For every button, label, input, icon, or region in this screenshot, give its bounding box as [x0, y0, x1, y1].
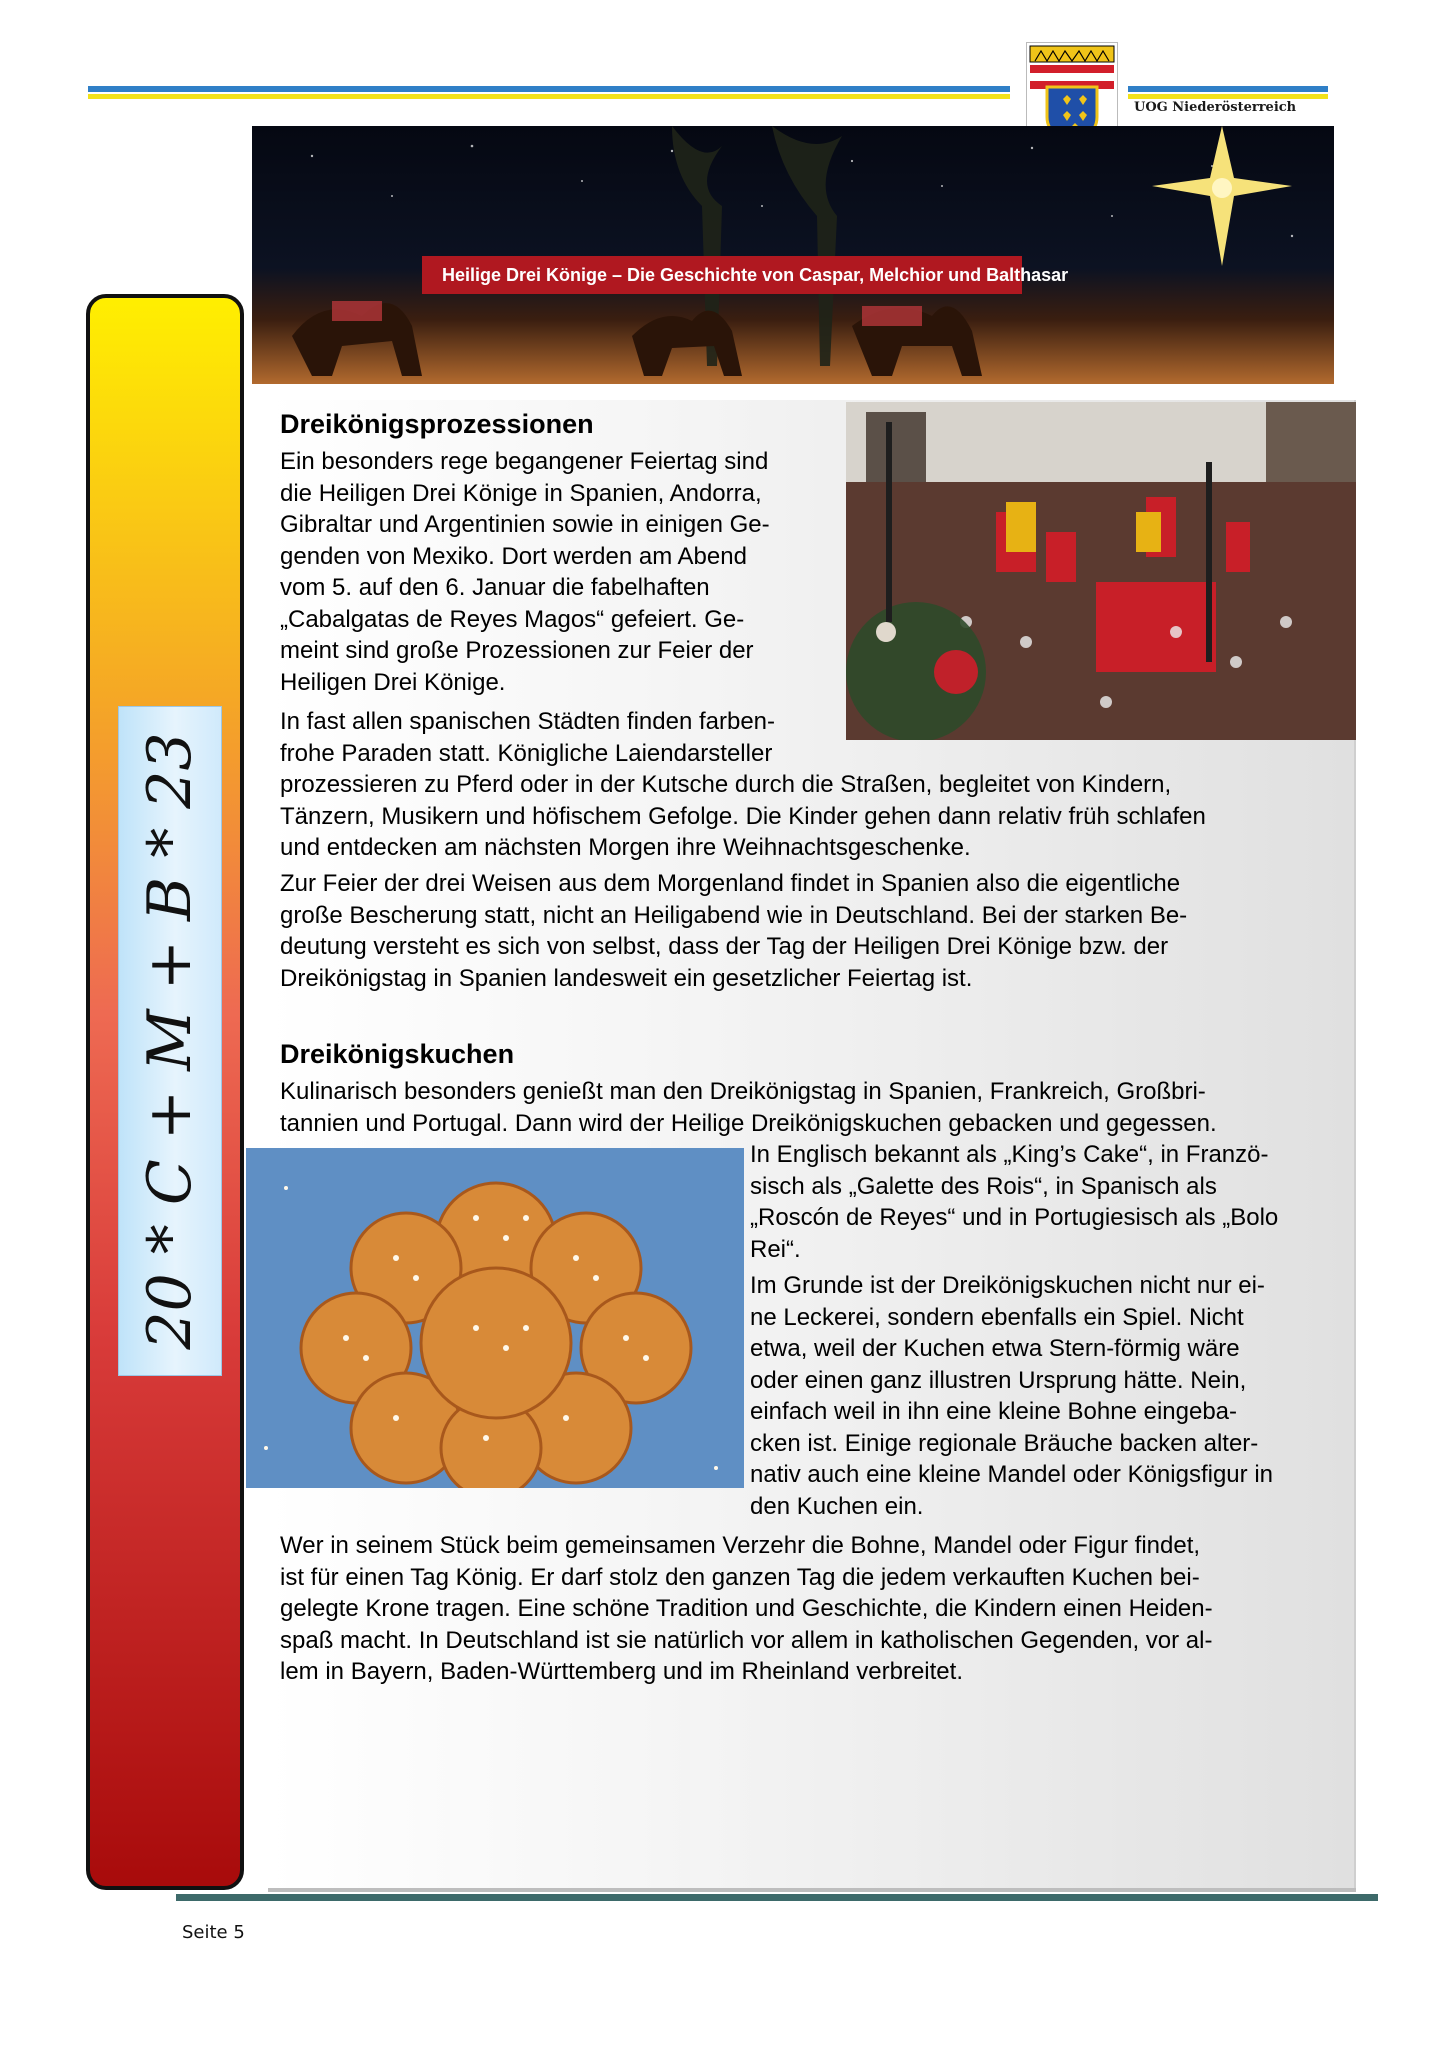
page-number: Seite 5 [182, 1922, 245, 1943]
heading-kings-cake: Dreikönigskuchen [280, 1039, 515, 1069]
kings-cake-photo [246, 1148, 744, 1488]
processions-paragraph-3 [280, 868, 1350, 994]
heading-processions: Dreikönigsprozessionen [280, 409, 594, 439]
text-line: prozessieren zu Pferd oder in der Kutsche durch die Straßen, begleitet von Kindern, [280, 771, 1172, 798]
text-line: sisch als „Galette des Rois“, in Spanisch als [750, 1172, 1217, 1200]
header-rule-yellow [88, 94, 1010, 99]
text-line: Tänzern, Musikern und höfischem Gefolge. Die Kinder gehen dann relativ früh schlafen [280, 802, 1206, 830]
text-line: Rei“. [750, 1235, 801, 1263]
text-line: Gibraltar und Argentinien sowie in einigen Ge- [280, 511, 770, 538]
text-line: den Kuchen ein. [750, 1492, 924, 1520]
text-line: Zur Feier der drei Weisen aus dem Morgenland findet in Spanien also die eigentliche [280, 870, 1181, 897]
content-bottom-shadow [268, 1888, 1356, 1892]
text-line: einfach weil in ihn eine kleine Bohne eingeba- [750, 1398, 1238, 1425]
text-line: „Cabalgatas de Reyes Magos“ gefeiert. Ge- [280, 605, 745, 633]
footer-rule [176, 1894, 1378, 1901]
text-line: große Bescherung statt, nicht an Heiligabend wie in Deutschland. Bei der starken Be- [280, 901, 1188, 929]
text-line: nativ auch eine kleine Mandel oder Königsfigur in [750, 1461, 1273, 1488]
text-line: gelegte Krone tragen. Eine schöne Tradition und Geschichte, die Kindern einen Heiden- [280, 1595, 1213, 1622]
text-line: Dreikönigstag in Spanien landesweit ein gesetzlicher Feiertag ist. [280, 964, 973, 992]
text-line: deutung versteht es sich von selbst, dass der Tag der Heiligen Drei Könige bzw. der [280, 933, 1169, 960]
text-line: „Roscón de Reyes“ und in Portugiesisch als „Bolo [750, 1204, 1279, 1231]
text-line: In fast allen spanischen Städten finden farben- [280, 708, 775, 735]
text-line: frohe Paraden statt. Königliche Laiendarsteller [280, 739, 773, 767]
text-line: etwa, weil der Kuchen etwa Stern-förmig wäre [750, 1335, 1240, 1362]
header-banner [252, 126, 1334, 384]
text-line: lem in Bayern, Baden-Württemberg und im Rheinland verbreitet. [280, 1658, 963, 1685]
text-line: spaß macht. In Deutschland ist sie natürlich vor allem in katholischen Gegenden, vor al- [280, 1626, 1213, 1654]
processions-paragraph-2 [280, 706, 1350, 864]
header-rule-blue [88, 86, 1010, 92]
header-rule-blue-right [1128, 86, 1328, 92]
header-rule-yellow-right [1128, 94, 1328, 99]
organization-name: UOG Niederösterreich [1134, 100, 1297, 115]
text-line: oder einen ganz illustren Ursprung hätte. Nein, [750, 1366, 1247, 1394]
text-line: Kulinarisch besonders genießt man den Dreikönigstag in Spanien, Frankreich, Großbri- [280, 1078, 1206, 1105]
text-line: tannien und Portugal. Dann wird der Heilige Dreikönigskuchen gebacken und gegessen. [280, 1109, 1217, 1137]
kings-cake-paragraph-4 [280, 1530, 1350, 1688]
sidebar-blessing-panel [118, 706, 222, 1376]
text-line: und entdecken am nächsten Morgen ihre Weihnachtsgeschenke. [280, 834, 971, 861]
text-line: die Heiligen Drei Könige in Spanien, Andorra, [280, 479, 762, 507]
text-line: In Englisch bekannt als „King’s Cake“, in Franzö- [750, 1141, 1269, 1168]
kings-cake-paragraph-3 [750, 1270, 1350, 1522]
text-line: Wer in seinem Stück beim gemeinsamen Verzehr die Bohne, Mandel oder Figur findet, [280, 1532, 1201, 1559]
banner-title: Heilige Drei Könige – Die Geschichte von Caspar, Melchior und Balthasar [422, 256, 1022, 294]
kings-cake-paragraph-1 [280, 1076, 1350, 1139]
processions-paragraph-1 [280, 446, 840, 698]
text-line: meint sind große Prozessionen zur Feier der [280, 637, 754, 664]
kings-cake-paragraph-2 [750, 1139, 1350, 1265]
text-line: vom 5. auf den 6. Januar die fabelhaften [280, 574, 710, 601]
text-line: Im Grunde ist der Dreikönigskuchen nicht nur ei- [750, 1272, 1265, 1299]
text-line: Ein besonders rege begangener Feiertag sind [280, 448, 769, 475]
text-line: cken ist. Einige regionale Bräuche backen alter- [750, 1429, 1259, 1457]
text-line: ist für einen Tag König. Er darf stolz den ganzen Tag die jedem verkauften Kuchen bei- [280, 1563, 1200, 1591]
text-line: Heiligen Drei Könige. [280, 668, 506, 696]
sidebar-blessing-text: 20 * C + M + B * 23 [135, 732, 205, 1350]
text-line: genden von Mexiko. Dort werden am Abend [280, 542, 747, 570]
text-line: ne Leckerei, sondern ebenfalls ein Spiel. Nicht [750, 1303, 1244, 1331]
procession-photo [846, 402, 1356, 740]
